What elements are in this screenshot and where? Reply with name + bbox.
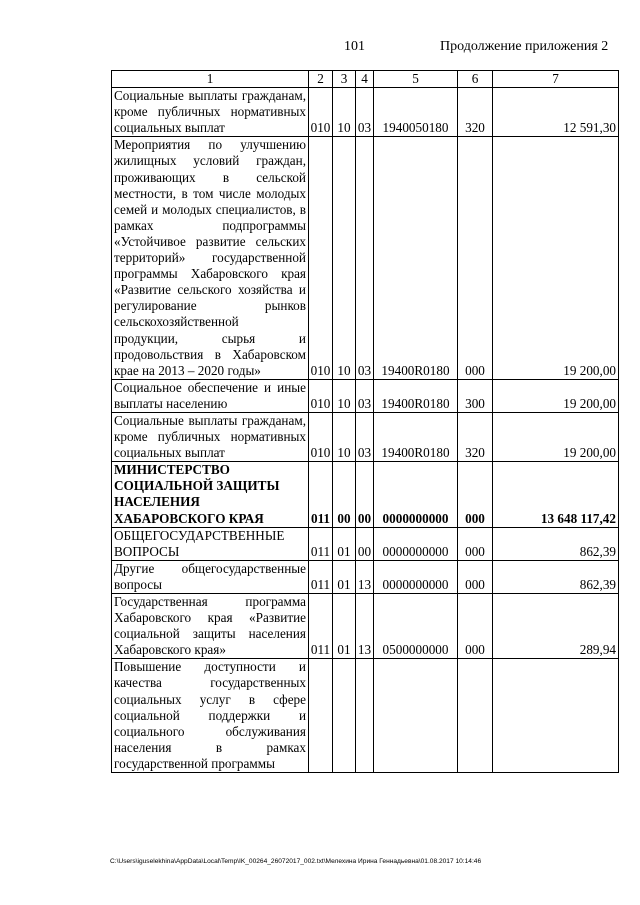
row-code-ministry: 010 [309,137,333,379]
row-amount: 12 591,30 [493,88,619,137]
column-header: 6 [458,71,493,88]
row-code-subsection: 13 [356,594,374,659]
row-code-expense-type: 000 [458,560,493,593]
row-amount [493,659,619,773]
row-code-target: 0000000000 [374,560,458,593]
row-code-section: 00 [333,462,356,527]
row-code-section [333,659,356,773]
row-code-subsection: 13 [356,560,374,593]
row-code-subsection: 03 [356,88,374,137]
column-header: 1 [112,71,309,88]
row-code-ministry: 011 [309,527,333,560]
row-code-ministry: 011 [309,462,333,527]
row-code-section: 10 [333,379,356,412]
row-name: Социальные выплаты гражданам, кроме публичных нормативных социальных выплат [112,88,309,137]
row-name: Социальное обеспечение и иные выплаты населению [112,379,309,412]
row-code-ministry: 011 [309,560,333,593]
row-code-expense-type: 320 [458,88,493,137]
row-code-subsection: 03 [356,137,374,379]
row-amount: 13 648 117,42 [493,462,619,527]
table-row [112,594,619,659]
table-row [112,137,619,379]
row-code-section: 10 [333,137,356,379]
column-header: 7 [493,71,619,88]
table-row [112,379,619,412]
row-code-target: 19400R0180 [374,412,458,461]
row-code-subsection: 00 [356,527,374,560]
row-code-ministry: 010 [309,379,333,412]
row-amount: 289,94 [493,594,619,659]
row-name: Государственная программа Хабаровского края «Развитие социальной защиты населения Хабаровского края» [112,594,309,659]
row-code-section: 01 [333,594,356,659]
row-amount: 19 200,00 [493,379,619,412]
table-row [112,412,619,461]
row-code-section: 10 [333,88,356,137]
row-code-target: 0000000000 [374,527,458,560]
row-code-ministry: 011 [309,594,333,659]
row-code-expense-type: 000 [458,594,493,659]
row-code-section: 10 [333,412,356,461]
table-row [112,462,619,527]
row-code-target: 1940050180 [374,88,458,137]
row-code-subsection: 00 [356,462,374,527]
row-code-target: 19400R0180 [374,137,458,379]
row-name: Мероприятия по улучшению жилищных условий граждан, проживающих в сельской местности, в том числе молодых семей и молодых специалистов, в рамках подпрограммы «Устойчивое развитие сельских территорий» государственной программы Хабаровского края «Развитие сельского хозяйства и регулирование рынков сельскохозяйственной продукции, сырья и продовольствия в Хабаровском крае на 2013 – 2020 годы» [112,137,309,379]
row-code-ministry [309,659,333,773]
page-number: 101 [344,39,365,54]
row-code-target [374,659,458,773]
row-code-target: 0000000000 [374,462,458,527]
row-amount: 19 200,00 [493,412,619,461]
column-header: 5 [374,71,458,88]
row-code-ministry: 010 [309,88,333,137]
row-code-expense-type: 000 [458,527,493,560]
table-row [112,659,619,773]
row-code-subsection: 03 [356,379,374,412]
column-header: 3 [333,71,356,88]
column-header: 2 [309,71,333,88]
row-amount: 862,39 [493,560,619,593]
table-header-row [112,71,619,88]
row-code-expense-type: 000 [458,137,493,379]
row-name: Повышение доступности и качества государственных социальных услуг в сфере социальной поддержки и социального обслуживания населения в рамках государственной программы [112,659,309,773]
row-code-section: 01 [333,560,356,593]
row-code-target: 0500000000 [374,594,458,659]
row-code-subsection: 03 [356,412,374,461]
row-code-expense-type [458,659,493,773]
row-code-section: 01 [333,527,356,560]
row-name: Социальные выплаты гражданам, кроме публичных нормативных социальных выплат [112,412,309,461]
row-amount: 19 200,00 [493,137,619,379]
continuation-label: Продолжение приложения 2 [440,39,609,54]
row-code-ministry: 010 [309,412,333,461]
row-code-expense-type: 300 [458,379,493,412]
table-row [112,88,619,137]
row-amount: 862,39 [493,527,619,560]
row-code-expense-type: 000 [458,462,493,527]
column-header: 4 [356,71,374,88]
row-name: Другие общегосударственные вопросы [112,560,309,593]
row-code-subsection [356,659,374,773]
row-code-expense-type: 320 [458,412,493,461]
budget-table [111,70,619,773]
row-code-target: 19400R0180 [374,379,458,412]
row-name: ОБЩЕГОСУДАРСТВЕННЫЕ ВОПРОСЫ [112,527,309,560]
footer-file-path: C:\Users\iguselekhina\AppData\Local\Temp\IK_00264_26072017_002.txt\Мелехина Ирина Геннадьевна\01.08.2017 10:14:46 [110,858,482,865]
table-row [112,527,619,560]
table-row [112,560,619,593]
row-name: МИНИСТЕРСТВО СОЦИАЛЬНОЙ ЗАЩИТЫ НАСЕЛЕНИЯ ХАБАРОВСКОГО КРАЯ [112,462,309,527]
